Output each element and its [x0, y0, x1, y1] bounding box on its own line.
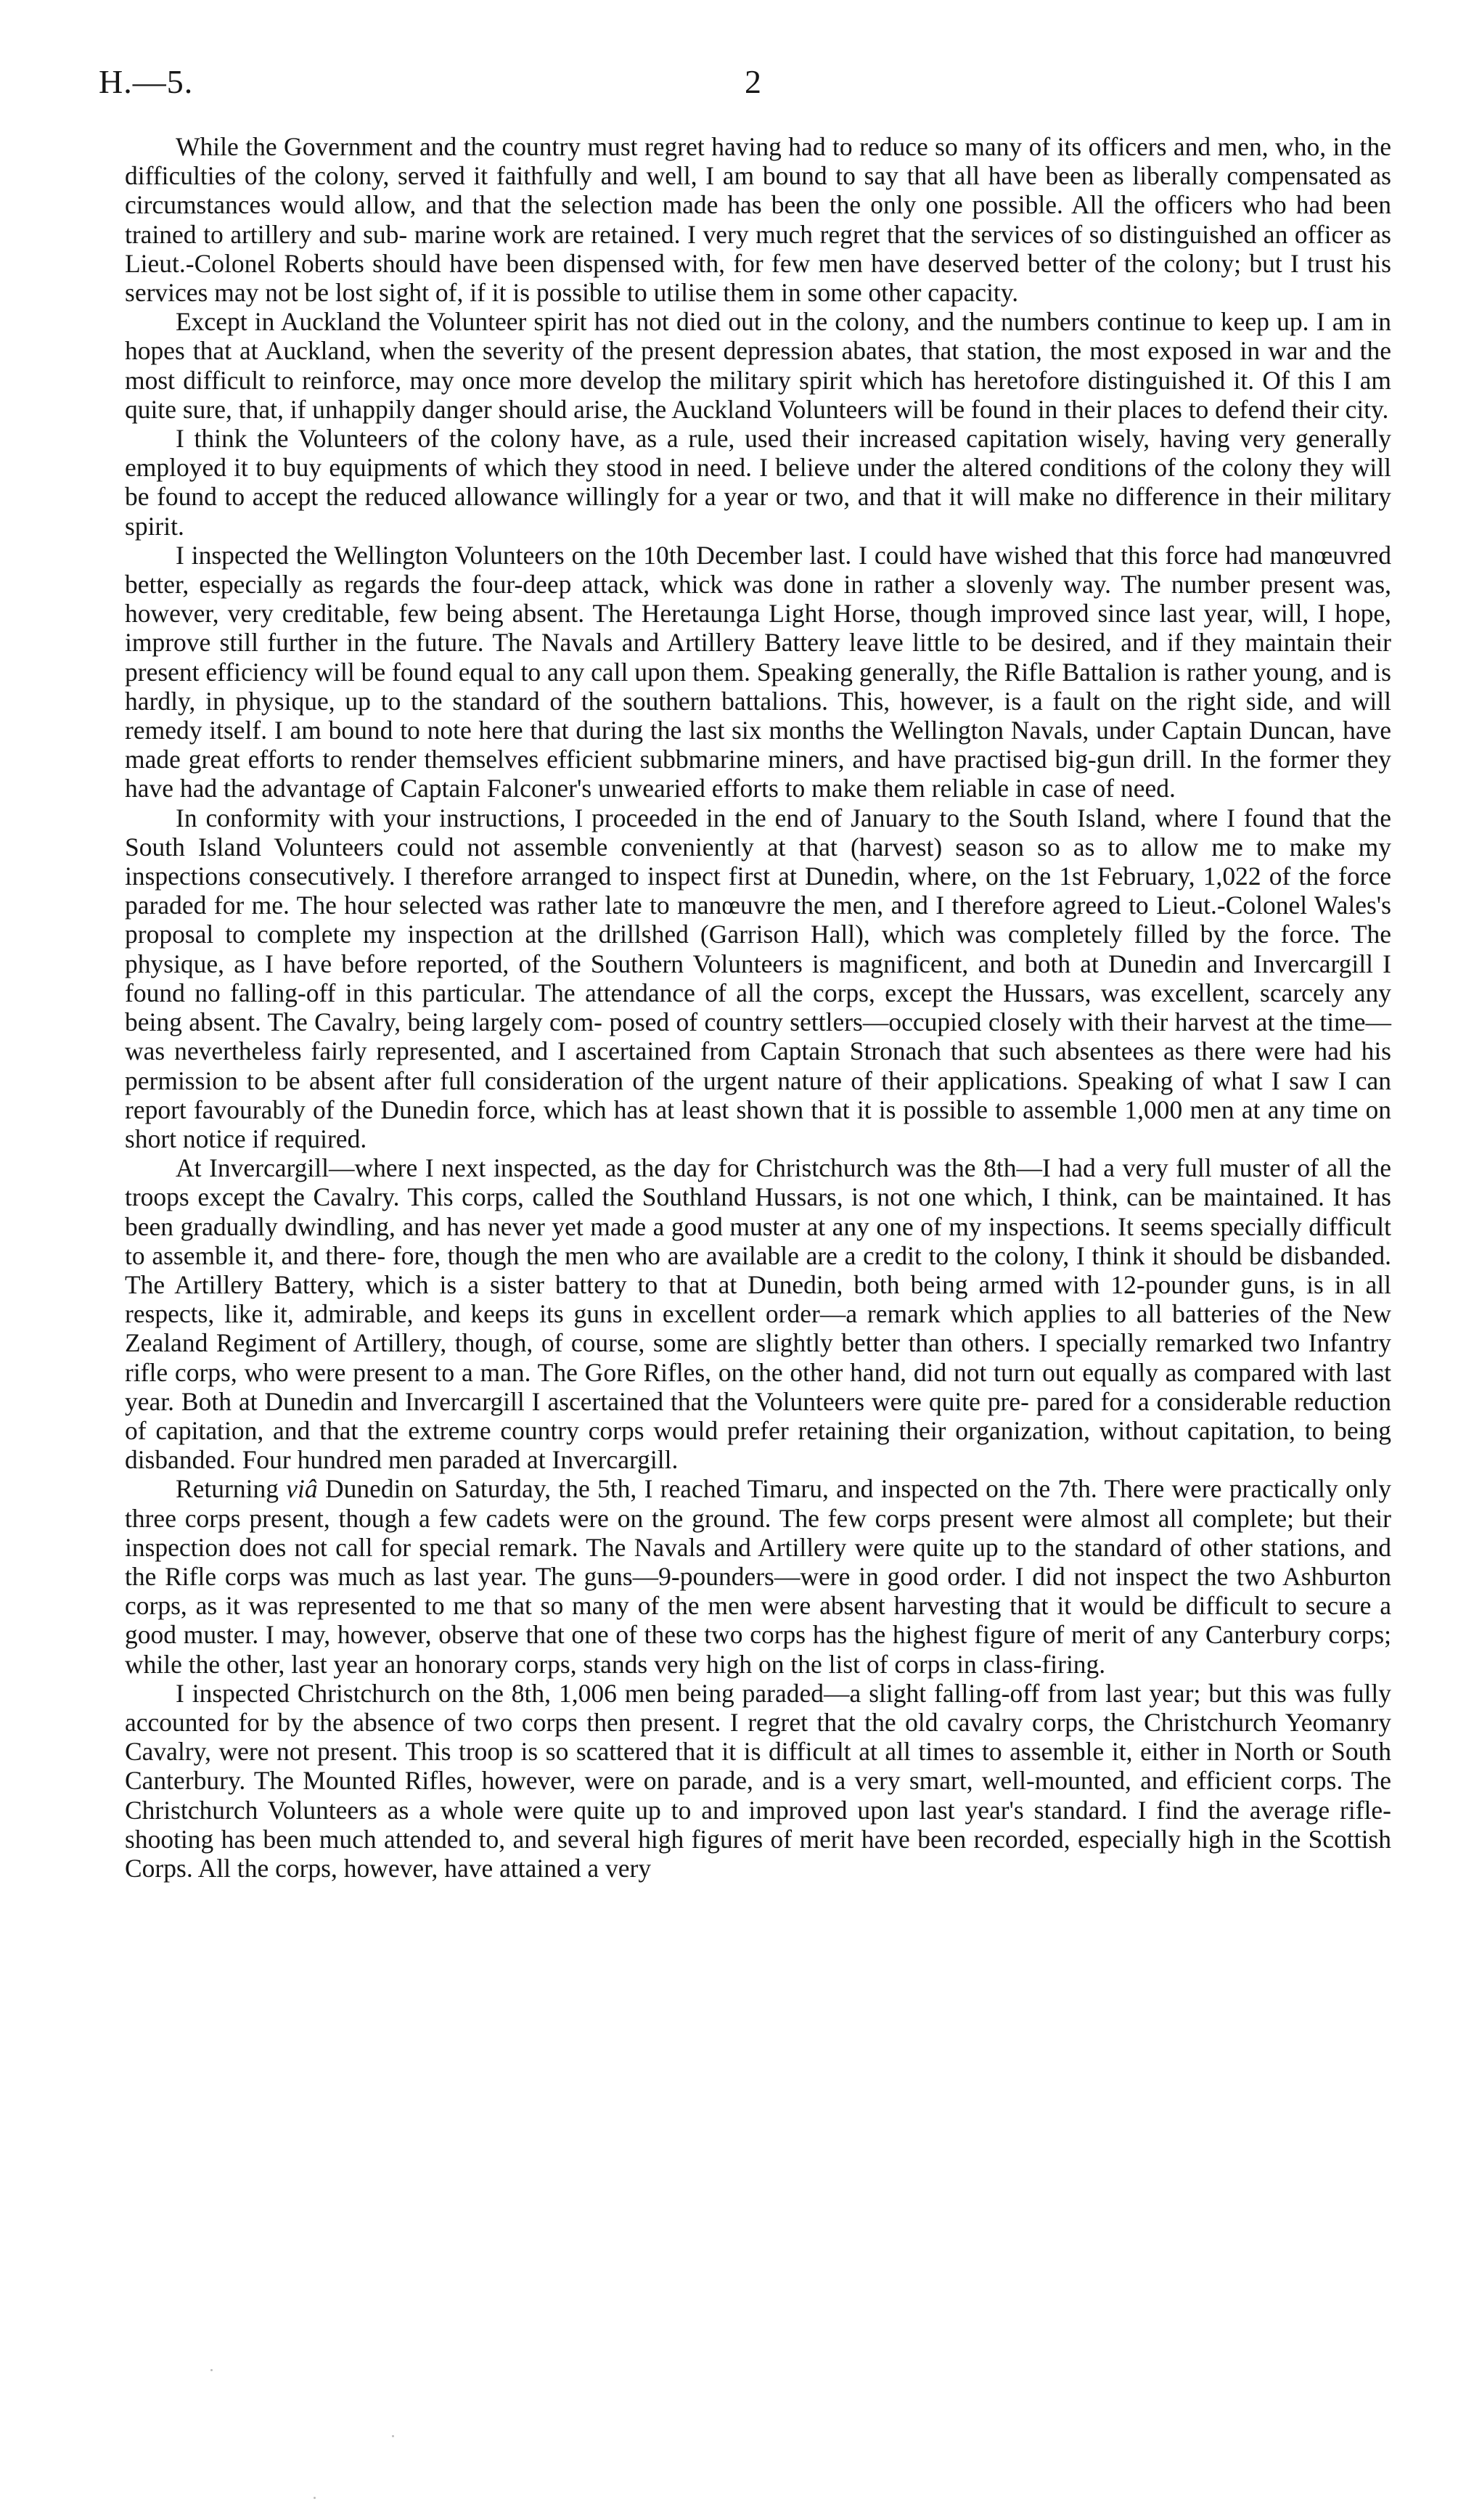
paragraph-capitation: I think the Volunteers of the colony have, as a rule, used their increased capitation wisely, having very generally employed it to buy equipments of which they stood in need. I believe under the altered conditions of the colony they will be found to accept the reduced allowance willingly for a year or two, and that it will make no difference in their military spirit.: [125, 424, 1391, 541]
paragraph-invercargill-inspection: At Invercargill—where I next inspected, as the day for Christchurch was the 8th—I had a very full muster of all the troops except the Cavalry. This corps, called the Southland Hussars, is not one which, I think, can be maintained. It has been gradually dwindling, and has never yet made a good muster at any one of my inspections. It seems specially difficult to assemble it, and there- fore, though the men who are available are a credit to the colony, I think it should be disbanded. The Artillery Battery, which is a sister battery to that at Dunedin, both being armed with 12-pounder guns, is in all respects, like it, admirable, and keeps its guns in excellent order—a remark which applies to all batteries of the New Zealand Regiment of Artillery, though, of course, some are slightly better than others. I specially remarked two Infantry rifle corps, who were present to a man. The Gore Rifles, on the other hand, did not turn out equally as compared with last year. Both at Dunedin and Invercargill I ascertained that the Volunteers were quite pre- pared for a considerable reduction of capitation, and that the extreme country corps would prefer retaining their organization, without capitation, to being disbanded. Four hundred men paraded at Invercargill.: [125, 1153, 1391, 1475]
timaru-text-via: viâ: [286, 1474, 318, 1504]
paragraph-timaru-inspection: [125, 1474, 1391, 1678]
page-header: [99, 62, 1405, 109]
paragraph-wellington-inspection: I inspected the Wellington Volunteers on the 10th December last. I could have wished that this force had manœuvred better, especially as regards the four-deep attack, whick was done in rather a slovenly way. The number present was, however, very creditable, few being absent. The Heretaunga Light Horse, though improved since last year, will, I hope, improve still further in the future. The Navals and Artillery Battery leave little to be desired, and if they maintain their present efficiency will be found equal to any call upon them. Speaking generally, the Rifle Battalion is rather young, and is hardly, in physique, up to the standard of the southern battalions. This, however, is a fault on the right side, and will remedy itself. I am bound to note here that during the last six months the Wellington Navals, under Captain Duncan, have made great efforts to render themselves efficient subbmarine miners, and have practised big-gun drill. In the former they have had the advantage of Captain Falconer's unwearied efforts to make them reliable in case of need.: [125, 540, 1391, 803]
paragraph-christchurch-inspection: I inspected Christchurch on the 8th, 1,006 men being paraded—a slight falling-off from last year; but this was fully accounted for by the absence of two corps then present. I regret that the old cavalry corps, the Christchurch Yeomanry Cavalry, were not present. This troop is so scattered that it is difficult at all times to assemble it, either in North or South Canterbury. The Mounted Rifles, however, were on parade, and is a very smart, well-mounted, and efficient corps. The Christchurch Volunteers as a whole were quite up to and improved upon last year's standard. I find the average rifle-shooting has been much attended to, and several high figures of merit have been recorded, especially high in the Scottish Corps. All the corps, however, have attained a very: [125, 1678, 1391, 1883]
scan-speck: [314, 2497, 316, 2499]
scan-speck: [392, 2435, 394, 2437]
timaru-text-rest: Dunedin on Saturday, the 5th, I reached Timaru, and inspected on the 7th. There were practically only three corps present, though a few cadets were on the ground. The few corps present were almost all complete; but their inspection does not call for special remark. The Navals and Artillery were quite up to the standard of other stations, and the Rifle corps was much as last year. The guns—9-pounders—were in good order. I did not inspect the two Ashburton corps, as it was represented to me that so many of the men were absent harvesting that it would be difficult to secure a good muster. I may, however, observe that one of these two corps has the highest figure of merit of any Canterbury corps; while the other, last year an honorary corps, stands very high on the list of corps in class-firing.: [125, 1474, 1392, 1679]
scan-speck: [210, 2369, 213, 2371]
page-number: 2: [745, 63, 761, 100]
paragraph-volunteer-spirit: Except in Auckland the Volunteer spirit has not died out in the colony, and the numbers continue to keep up. I am in hopes that at Auckland, when the severity of the present depression abates, that station, the most exposed in war and the most difficult to reinforce, may once more develop the military spirit which has heretofore distinguished it. Of this I am quite sure, that, if unhappily danger should arise, the Auckland Volunteers will be found in their places to defend their city.: [125, 307, 1391, 424]
paragraph-dunedin-inspection: In conformity with your instructions, I proceeded in the end of January to the South Island, where I found that the South Island Volunteers could not assemble conveniently at that (harvest) season so as to allow me to make my inspections consecutively. I therefore arranged to inspect first at Dunedin, where, on the 1st February, 1,022 of the force paraded for me. The hour selected was rather late to manœuvre the men, and I therefore agreed to Lieut.-Colonel Wales's proposal to complete my inspection at the drillshed (Garrison Hall), which was completely filled by the force. The physique, as I have before reported, of the Southern Volunteers is magnificent, and both at Dunedin and Invercargill I found no falling-off in this particular. The attendance of all the corps, except the Hussars, was excellent, scarcely any being absent. The Cavalry, being largely com- posed of country settlers—occupied closely with their harvest at the time—was nevertheless fairly represented, and I ascertained from Captain Stronach that such absentees as there were had his permission to be absent after full consideration of the urgent nature of their applications. Speaking of what I saw I can report favourably of the Dunedin force, which has at least shown that it is possible to assemble 1,000 men at any time on short notice if required.: [125, 803, 1391, 1153]
paragraph-staff-reductions: While the Government and the country must regret having had to reduce so many of its officers and men, who, in the difficulties of the colony, served it faithfully and well, I am bound to say that all have been as liberally compensated as circumstances would allow, and that the selection made has been the only one possible. All the officers who had been trained to artillery and sub- marine work are retained. I very much regret that the services of so distinguished an officer as Lieut.-Colonel Roberts should have been dispensed with, for few men have deserved better of the colony; but I trust his services may not be lost sight of, if it is possible to utilise them in some other capacity.: [125, 132, 1391, 308]
document-reference: H.—5.: [99, 63, 194, 100]
report-body: [125, 132, 1391, 1883]
timaru-text-start: Returning: [176, 1474, 287, 1504]
